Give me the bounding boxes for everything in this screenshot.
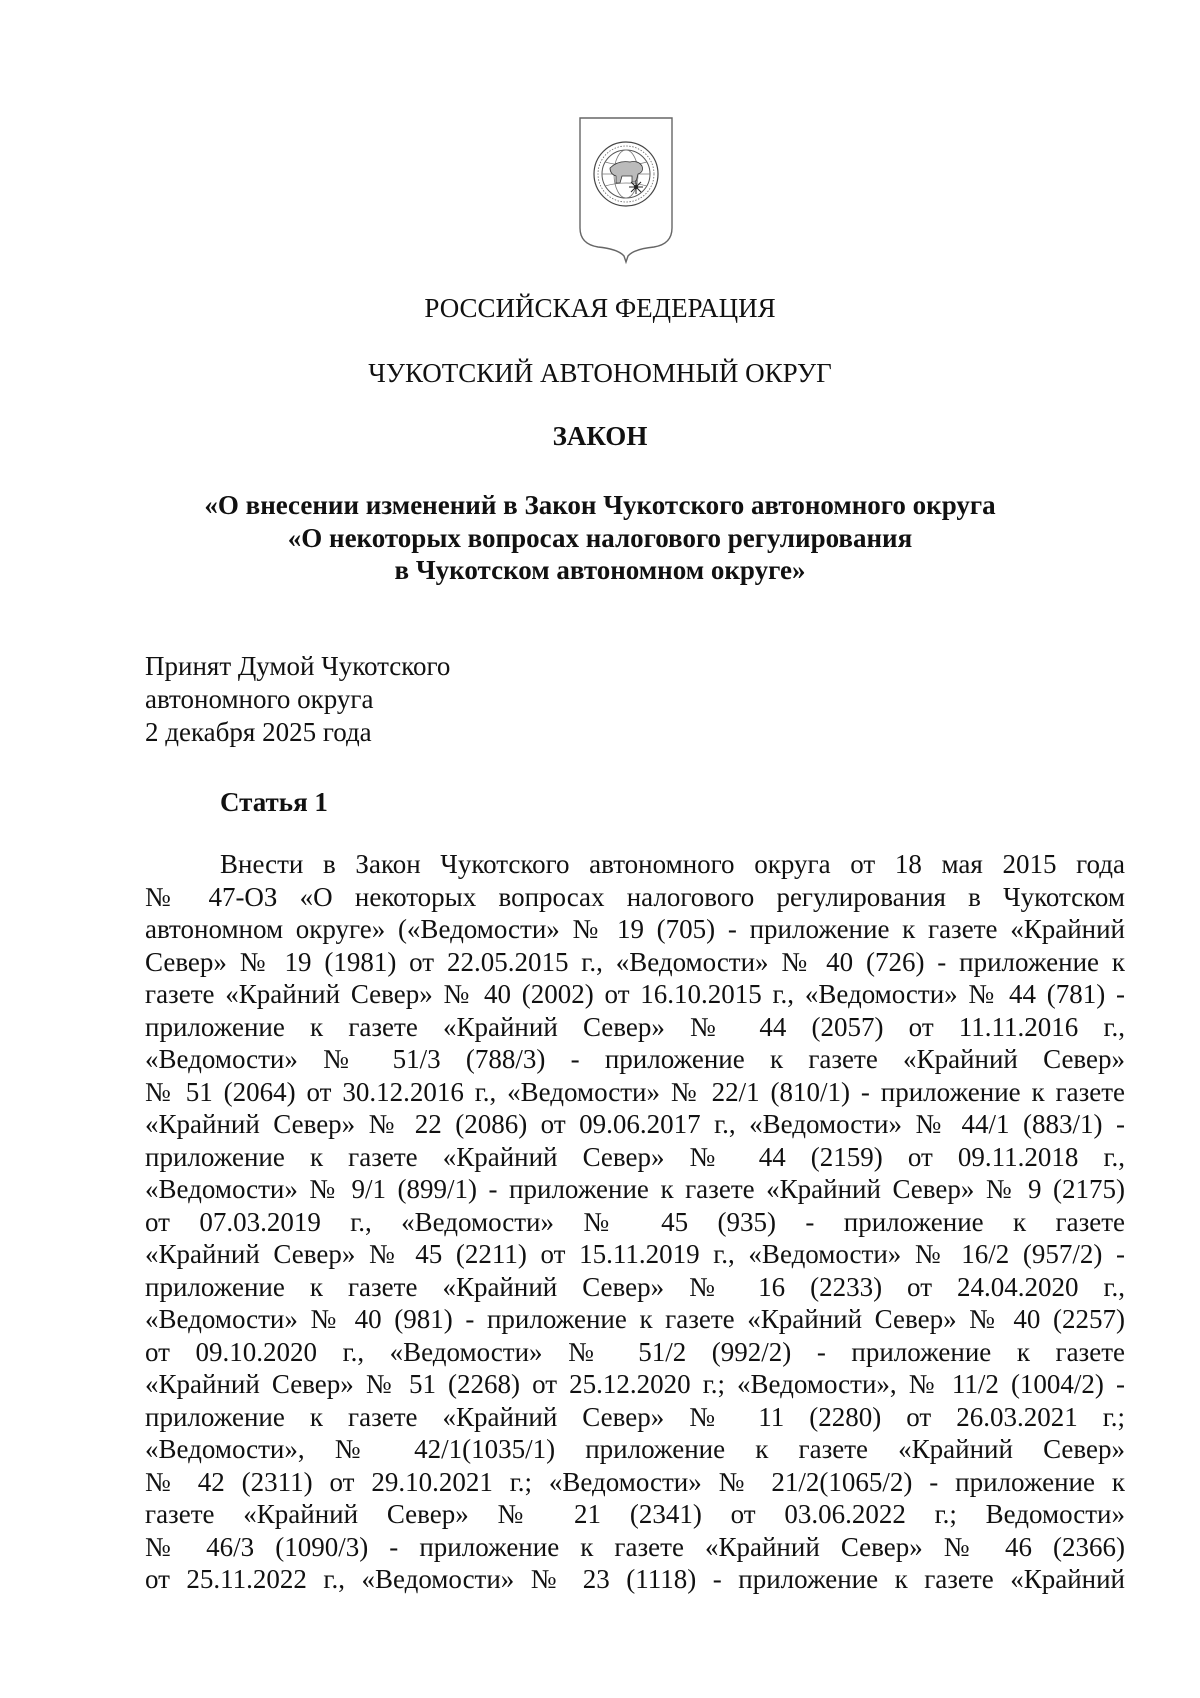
article-line: «Ведомости» № 40 (981) - приложение к газете «Крайний Север» № 40 (2257) — [145, 1304, 1125, 1334]
article-line: автономном округе» («Ведомости» № 19 (705) - приложение к газете «Крайний — [145, 914, 1125, 944]
law-title-line: в Чукотском автономном округе» — [394, 555, 806, 585]
article-line: «Крайний Север» № 22 (2086) от 09.06.2017 г., «Ведомости» № 44/1 (883/1) - — [145, 1109, 1125, 1139]
adoption-note — [145, 650, 450, 749]
region-heading: ЧУКОТСКИЙ АВТОНОМНЫЙ ОКРУГ — [368, 358, 832, 388]
article-line: газете «Крайний Север» № 40 (2002) от 16.10.2015 г., «Ведомости» № 44 (781) - — [145, 979, 1125, 1009]
article-body — [145, 848, 1125, 1596]
article-line: приложение к газете «Крайний Север» № 44 (2159) от 09.11.2018 г., — [145, 1141, 1125, 1172]
law-title-line: «О некоторых вопросах налогового регулирования — [287, 522, 913, 553]
law-title — [0, 489, 1200, 587]
article-line: приложение к газете «Крайний Север» № 16 (2233) от 24.04.2020 г., — [145, 1271, 1125, 1302]
article-line: от 07.03.2019 г., «Ведомости» № 45 (935) - приложение к газете — [145, 1206, 1125, 1237]
article-heading: Статья 1 — [220, 787, 328, 817]
coat-of-arms-icon — [578, 116, 674, 266]
article-line: № 42 (2311) от 29.10.2021 г.; «Ведомости» № 21/2(1065/2) - приложение к — [145, 1466, 1125, 1497]
article-line: «Ведомости» № 51/3 (788/3) - приложение к газете «Крайний Север» — [145, 1044, 1125, 1074]
article-line: № 47-ОЗ «О некоторых вопросах налогового регулирования в Чукотском — [145, 881, 1125, 912]
adoption-note-line: Принят Думой Чукотского — [145, 651, 451, 681]
article-line: Внести в Закон Чукотского автономного округа от 18 мая 2015 года — [220, 849, 1125, 879]
article-line: «Ведомости», № 42/1(1035/1) приложение к газете «Крайний Север» — [145, 1434, 1125, 1464]
law-title-line: «О внесении изменений в Закон Чукотского автономного округа — [204, 490, 996, 520]
country-heading: РОССИЙСКАЯ ФЕДЕРАЦИЯ — [424, 293, 776, 323]
article-line: приложение к газете «Крайний Север» № 11 (2280) от 26.03.2021 г.; — [145, 1401, 1125, 1432]
article-line: Север» № 19 (1981) от 22.05.2015 г., «Ведомости» № 40 (726) - приложение к — [145, 946, 1125, 977]
article-line: № 51 (2064) от 30.12.2016 г., «Ведомости» № 22/1 (810/1) - приложение к газете — [145, 1076, 1125, 1107]
document-type-heading: ЗАКОН — [552, 421, 648, 451]
adoption-date: 2 декабря 2025 года — [145, 717, 372, 747]
adoption-note-line: автономного округа — [145, 684, 374, 714]
article-line: приложение к газете «Крайний Север» № 44 (2057) от 11.11.2016 г., — [145, 1011, 1125, 1042]
article-line: «Ведомости» № 9/1 (899/1) - приложение к газете «Крайний Север» № 9 (2175) — [145, 1174, 1125, 1204]
article-line: «Крайний Север» № 45 (2211) от 15.11.2019 г., «Ведомости» № 16/2 (957/2) - — [145, 1239, 1125, 1269]
article-line: от 25.11.2022 г., «Ведомости» № 23 (1118) - приложение к газете «Крайний — [145, 1564, 1125, 1594]
article-line: «Крайний Север» № 51 (2268) от 25.12.2020 г.; «Ведомости», № 11/2 (1004/2) - — [145, 1369, 1125, 1399]
article-line: газете «Крайний Север» № 21 (2341) от 03.06.2022 г.; Ведомости» — [145, 1499, 1125, 1529]
article-line: от 09.10.2020 г., «Ведомости» № 51/2 (992/2) - приложение к газете — [145, 1336, 1125, 1367]
article-line: № 46/3 (1090/3) - приложение к газете «Крайний Север» № 46 (2366) — [145, 1531, 1125, 1562]
